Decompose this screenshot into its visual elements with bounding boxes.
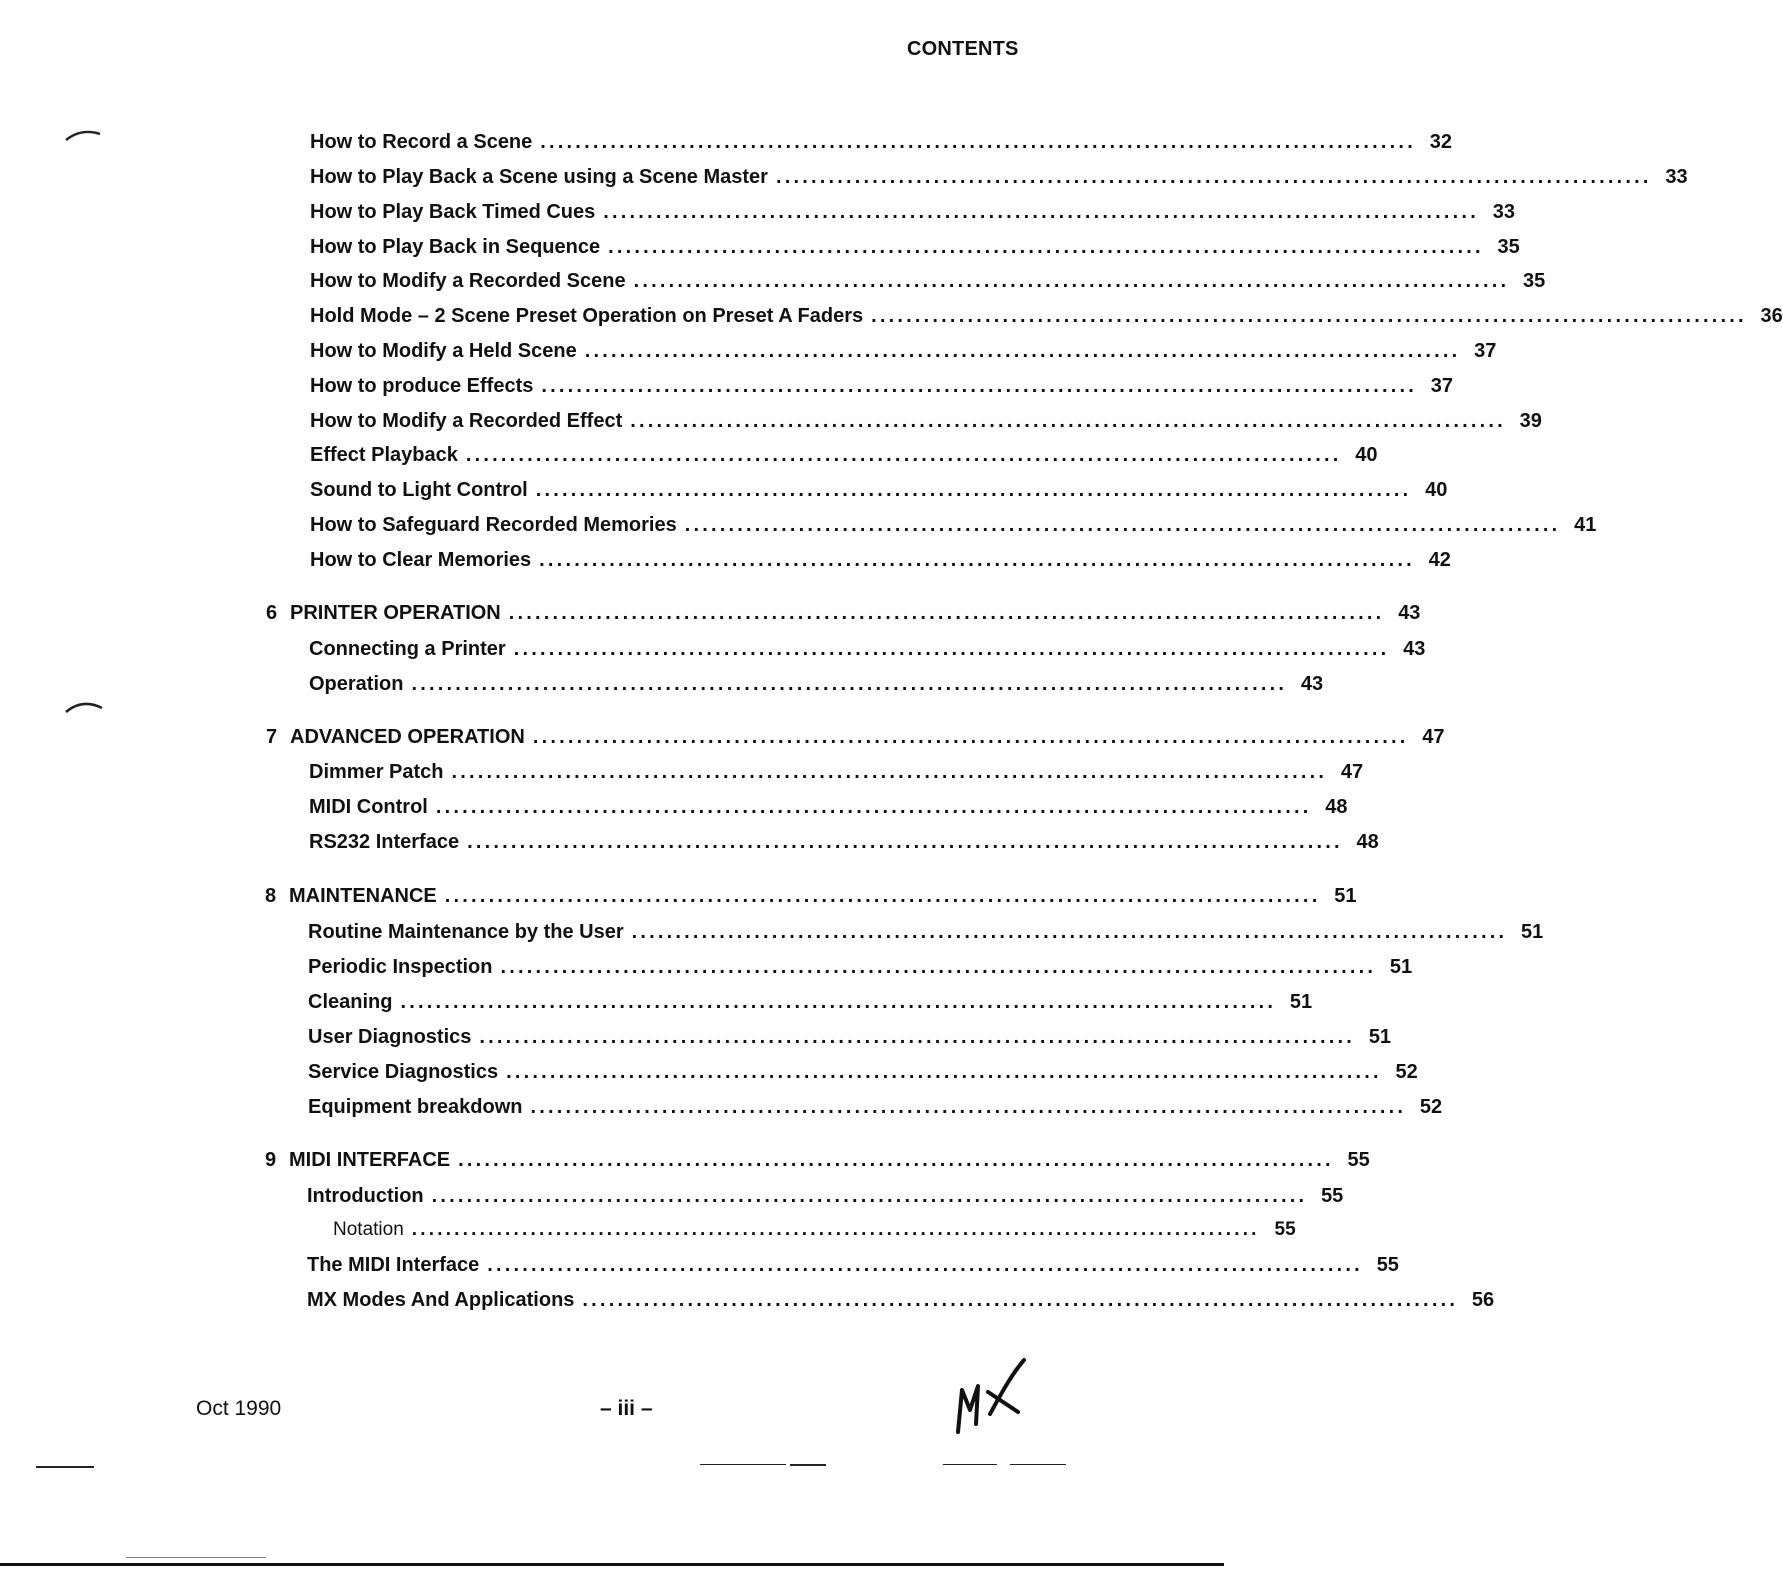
toc-leader: .................................................................................................... [411, 673, 1288, 695]
toc-entry-label: User Diagnostics [308, 1026, 472, 1048]
toc-entry[interactable] [310, 305, 1783, 328]
toc-leader: .................................................................................................... [451, 761, 1328, 783]
toc-entry[interactable] [309, 831, 1379, 854]
toc-entry-page: 35 [1497, 236, 1520, 258]
toc-entry-page: 51 [1368, 1026, 1392, 1048]
toc-entry-page: 51 [1289, 991, 1313, 1013]
toc-entry[interactable] [310, 479, 1448, 502]
toc-entry-label: Routine Maintenance by the User [308, 921, 624, 943]
toc-entry-label: Introduction [307, 1185, 424, 1207]
toc-entry[interactable] [308, 956, 1413, 979]
toc-entry[interactable] [308, 1061, 1418, 1084]
toc-leader: .................................................................................................... [508, 602, 1385, 624]
toc-entry-page: 47 [1422, 726, 1445, 748]
toc-entry-label: How to Safeguard Recorded Memories [310, 514, 677, 536]
toc-entry-label: Equipment breakdown [308, 1096, 523, 1118]
toc-entry-page: 52 [1419, 1096, 1443, 1118]
toc-entry-page: 48 [1325, 796, 1348, 818]
toc-leader: .................................................................................................... [479, 1026, 1356, 1048]
toc-leader: .................................................................................................... [631, 921, 1508, 943]
toc-entry[interactable] [310, 444, 1378, 467]
toc-leader: .................................................................................................... [582, 1289, 1459, 1311]
toc-leader: .................................................................................................... [633, 270, 1510, 292]
toc-entry[interactable] [307, 1254, 1399, 1277]
toc-entry[interactable] [308, 921, 1544, 944]
toc-entry-page: 43 [1403, 638, 1426, 660]
toc-leader: .................................................................................................... [500, 956, 1377, 978]
page-title: CONTENTS [907, 38, 1019, 60]
toc-leader: .................................................................................................... [603, 201, 1479, 223]
toc-leader: .................................................................................................... [458, 1149, 1334, 1171]
scan-mark [36, 1466, 94, 1468]
toc-entry-page: 33 [1665, 166, 1688, 188]
toc-entry-label: Dimmer Patch [309, 761, 444, 783]
toc-entry[interactable] [308, 1026, 1392, 1049]
toc-entry-label: Service Diagnostics [308, 1061, 499, 1083]
toc-entry-page: 56 [1471, 1289, 1495, 1311]
toc-leader: .................................................................................................... [444, 885, 1321, 907]
toc-entry-page: 40 [1425, 479, 1448, 501]
toc-entry-label: MAINTENANCE [289, 885, 437, 907]
toc-section-number: 8 [265, 885, 277, 907]
toc-entry-label: How to Modify a Recorded Scene [310, 270, 626, 292]
toc-entry[interactable] [310, 549, 1451, 572]
toc-entry[interactable] [309, 761, 1364, 784]
toc-section-heading[interactable] [265, 1149, 1370, 1172]
scan-mark [943, 1464, 997, 1465]
scan-mark [64, 126, 104, 146]
toc-entry-page: 51 [1521, 921, 1544, 943]
toc-entry-page: 48 [1356, 831, 1379, 853]
toc-entry-label: How to Play Back Timed Cues [310, 201, 596, 223]
toc-section-heading[interactable] [266, 726, 1445, 749]
toc-entry-page: 36 [1760, 305, 1783, 327]
mx-logo [948, 1352, 1040, 1438]
toc-entry-page: 47 [1340, 761, 1364, 783]
toc-entry[interactable] [307, 1185, 1344, 1208]
toc-entry-label: How to Play Back a Scene using a Scene Master [310, 166, 768, 188]
toc-entry-page: 32 [1429, 131, 1452, 153]
toc-leader: .................................................................................................... [584, 340, 1461, 362]
toc-entry[interactable] [310, 514, 1597, 537]
toc-entry-page: 37 [1474, 340, 1497, 362]
toc-entry[interactable] [310, 166, 1688, 189]
toc-entry-label: How to Modify a Held Scene [310, 340, 577, 362]
toc-entry-label: How to Clear Memories [310, 549, 532, 571]
toc-entry-label: MX Modes And Applications [307, 1289, 575, 1311]
toc-leader: .................................................................................................... [535, 479, 1412, 501]
toc-entry-page: 43 [1300, 673, 1324, 695]
toc-entry-label: MIDI INTERFACE [289, 1149, 451, 1171]
toc-section-heading[interactable] [265, 885, 1357, 908]
toc-entry-label: ADVANCED OPERATION [290, 726, 525, 748]
toc-entry-label: Sound to Light Control [310, 479, 528, 501]
toc-entry[interactable] [307, 1289, 1495, 1312]
toc-leader: .................................................................................................... [540, 131, 1416, 153]
footer-page-number: – iii – [600, 1397, 653, 1420]
toc-subentry[interactable] [333, 1219, 1296, 1241]
toc-leader: .................................................................................................... [431, 1185, 1308, 1207]
toc-entry-label: Cleaning [308, 991, 393, 1013]
toc-entry-label: Connecting a Printer [309, 638, 506, 660]
toc-entry-page: 55 [1376, 1254, 1399, 1276]
toc-entry-label: Hold Mode – 2 Scene Preset Operation on Preset A Faders [310, 305, 864, 327]
toc-entry-page: 35 [1523, 270, 1546, 292]
toc-leader: .................................................................................................... [513, 638, 1390, 660]
scan-mark [700, 1464, 786, 1465]
toc-entry-label: The MIDI Interface [307, 1254, 480, 1276]
toc-entry-page: 42 [1428, 549, 1451, 571]
toc-leader: .................................................................................................... [465, 444, 1342, 466]
toc-entry[interactable] [309, 796, 1348, 819]
scan-mark [64, 698, 106, 718]
toc-entry-label: MIDI Control [309, 796, 428, 818]
toc-section-number: 7 [266, 726, 278, 748]
toc-entry[interactable] [308, 1096, 1443, 1119]
toc-leader: .................................................................................................... [630, 410, 1506, 432]
toc-entry-page: 39 [1519, 410, 1542, 432]
toc-entry-page: 52 [1395, 1061, 1418, 1083]
toc-entry[interactable] [310, 201, 1515, 224]
toc-leader: .................................................................................................... [435, 796, 1312, 818]
toc-entry-page: 37 [1430, 375, 1454, 397]
toc-leader: .................................................................................................... [871, 305, 1747, 327]
toc-leader: .................................................................................................... [532, 726, 1409, 748]
toc-leader: .................................................................................................... [539, 549, 1415, 571]
toc-entry[interactable] [310, 270, 1546, 293]
toc-leader: .................................................................................................... [467, 831, 1343, 853]
toc-entry-page: 55 [1347, 1149, 1370, 1171]
toc-entry-page: 55 [1321, 1185, 1344, 1207]
toc-entry[interactable] [310, 375, 1454, 398]
page-bottom-edge [0, 1563, 1224, 1566]
toc-entry[interactable] [310, 131, 1452, 154]
scan-mark [126, 1557, 266, 1558]
toc-section-heading[interactable] [266, 602, 1421, 625]
toc-entry-page: 43 [1398, 602, 1421, 624]
toc-leader: .................................................................................................... [541, 375, 1418, 397]
toc-entry-page: 55 [1274, 1219, 1296, 1240]
toc-leader: .................................................................................................... [684, 514, 1561, 536]
toc-entry[interactable] [310, 340, 1497, 363]
toc-entry-label: Notation [333, 1219, 404, 1240]
toc-entry-label: How to Modify a Recorded Effect [310, 410, 623, 432]
toc-entry-label: How to Record a Scene [310, 131, 533, 153]
toc-leader: .................................................................................................... [608, 236, 1484, 258]
toc-leader: .................................................................................................... [775, 166, 1652, 188]
toc-leader: .................................................................................................... [411, 1219, 1260, 1240]
toc-section-number: 9 [265, 1149, 277, 1171]
toc-entry[interactable] [310, 410, 1542, 433]
toc-entry[interactable] [309, 638, 1426, 661]
toc-entry[interactable] [309, 673, 1324, 696]
toc-entry-label: How to produce Effects [310, 375, 534, 397]
scan-mark [790, 1464, 826, 1466]
toc-entry-label: Effect Playback [310, 444, 458, 466]
toc-leader: .................................................................................................... [506, 1061, 1382, 1083]
scan-mark [1010, 1464, 1066, 1465]
toc-entry-page: 41 [1574, 514, 1597, 536]
toc-entry-label: PRINTER OPERATION [290, 602, 501, 624]
toc-entry-label: Operation [309, 673, 404, 695]
toc-section-number: 6 [266, 602, 278, 624]
toc-entry-page: 40 [1355, 444, 1378, 466]
toc-entry-page: 51 [1389, 956, 1413, 978]
toc-leader: .................................................................................................... [487, 1254, 1363, 1276]
footer-date: Oct 1990 [196, 1397, 282, 1420]
toc-entry-label: RS232 Interface [309, 831, 460, 853]
toc-leader: .................................................................................................... [530, 1096, 1407, 1118]
toc-leader: .................................................................................................... [400, 991, 1277, 1013]
toc-entry-page: 33 [1492, 201, 1515, 223]
toc-entry-label: Periodic Inspection [308, 956, 493, 978]
toc-entry-label: How to Play Back in Sequence [310, 236, 601, 258]
toc-entry[interactable] [310, 236, 1520, 259]
toc-entry[interactable] [308, 991, 1313, 1014]
toc-entry-page: 51 [1334, 885, 1357, 907]
